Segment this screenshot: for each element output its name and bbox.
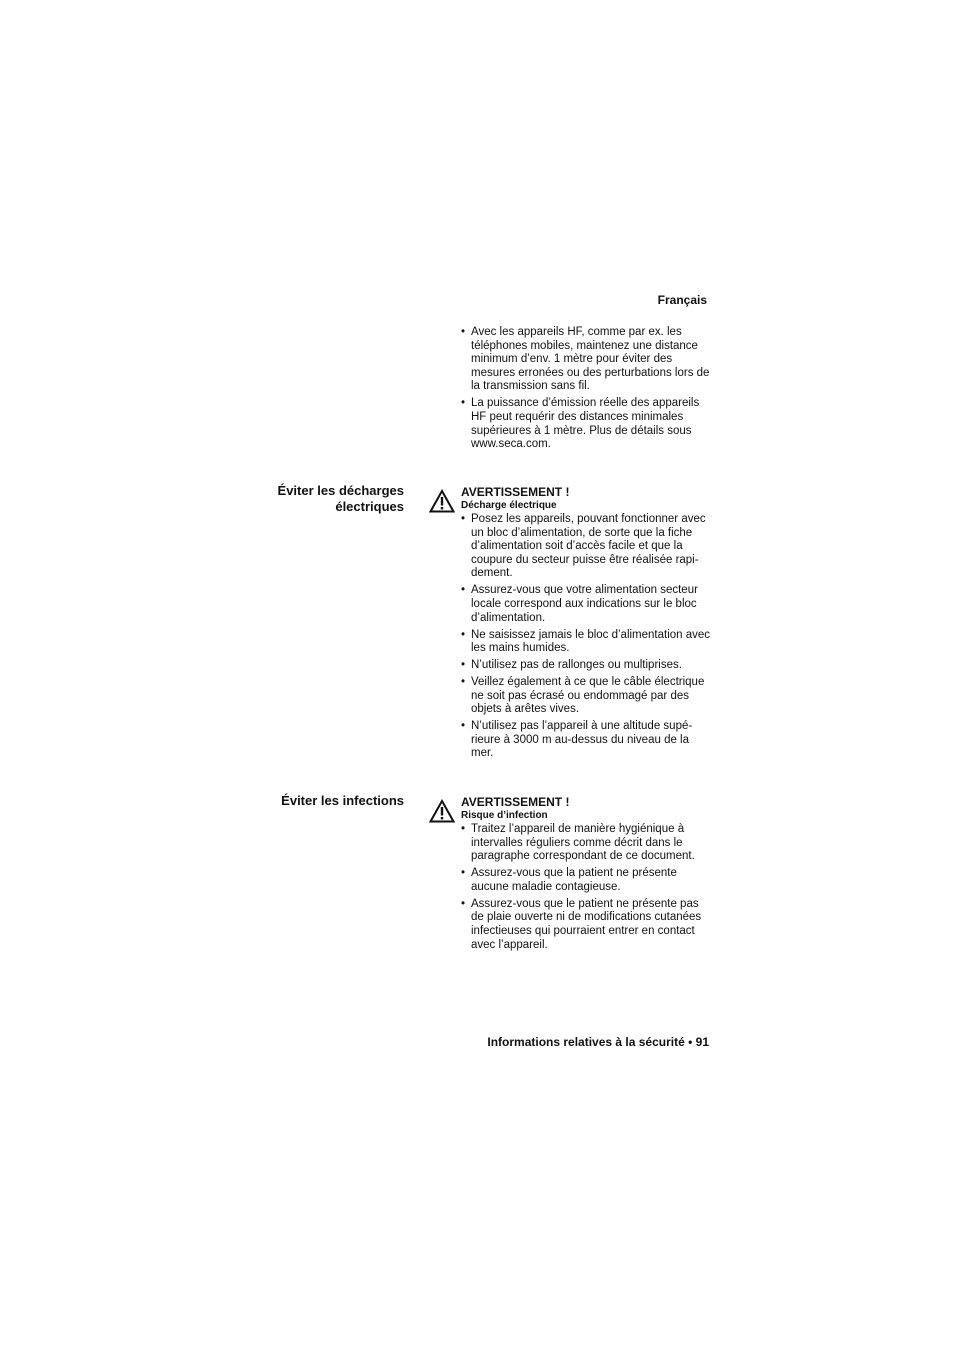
list-item: • Ne saisissez jamais le bloc d’alimentation avec les mains humides. — [461, 629, 711, 656]
warning-triangle-icon — [429, 489, 455, 513]
language-label: Français — [657, 293, 707, 307]
list-item: • La puissance d’émission réelle des appareils HF peut requérir des distances minimales supérieures à 1 mètre. Plus de détails sous www.seca.com. — [461, 397, 711, 451]
list-item: • Avec les appareils HF, comme par ex. les téléphones mobiles, maintenez une distance minimum d’env. 1 mètre pour éviter des mesures erronées ou des perturbations lors de la transmission sans fil. — [461, 326, 711, 394]
warning-title: AVERTISSEMENT ! — [461, 485, 570, 499]
list-item: • Posez les appareils, pouvant fonctionner avec un bloc d’alimentation, de sorte que la fiche d’alimentation soit d’accès facile et que la coupure du secteur puisse être réalisée rapi-dement. — [461, 513, 711, 581]
list-item: • N’utilisez pas de rallonges ou multiprises. — [461, 659, 711, 673]
list-item: • Assurez-vous que votre alimentation secteur locale correspond aux indications sur le bloc d’alimentation. — [461, 584, 711, 625]
section-title-infection — [244, 793, 404, 809]
section-title-line: Éviter les décharges — [277, 483, 404, 498]
warning-title: AVERTISSEMENT ! — [461, 795, 570, 809]
intro-bullet-list — [461, 326, 711, 455]
list-item: • Veillez également à ce que le câble électrique ne soit pas écrasé ou endommagé par des objets à arêtes vives. — [461, 676, 711, 717]
warning-subtitle: Risque d’infection — [461, 810, 548, 821]
section-title-line: électriques — [335, 499, 404, 514]
warning-block-electric — [461, 485, 711, 764]
page-footer: Informations relatives à la sécurité • 91 — [487, 1035, 709, 1049]
warning-triangle-icon — [429, 799, 455, 823]
warning-subtitle: Décharge électrique — [461, 500, 557, 511]
warning-block-infection — [461, 795, 711, 956]
list-item: • N’utilisez pas l’appareil à une altitude supé-rieure à 3000 m au-dessus du niveau de la mer. — [461, 720, 711, 761]
list-item: • Traitez l’appareil de manière hygiénique à intervalles réguliers comme décrit dans le paragraphe correspondant de ce document. — [461, 823, 711, 864]
list-item: • Assurez-vous que le patient ne présente pas de plaie ouverte ni de modifications cutanées infectieuses qui pourraient entrer en contact avec l’appareil. — [461, 898, 711, 952]
section-title-line: Éviter les infections — [281, 793, 404, 808]
section-title-electric — [244, 483, 404, 515]
list-item: • Assurez-vous que la patient ne présente aucune maladie contagieuse. — [461, 867, 711, 894]
